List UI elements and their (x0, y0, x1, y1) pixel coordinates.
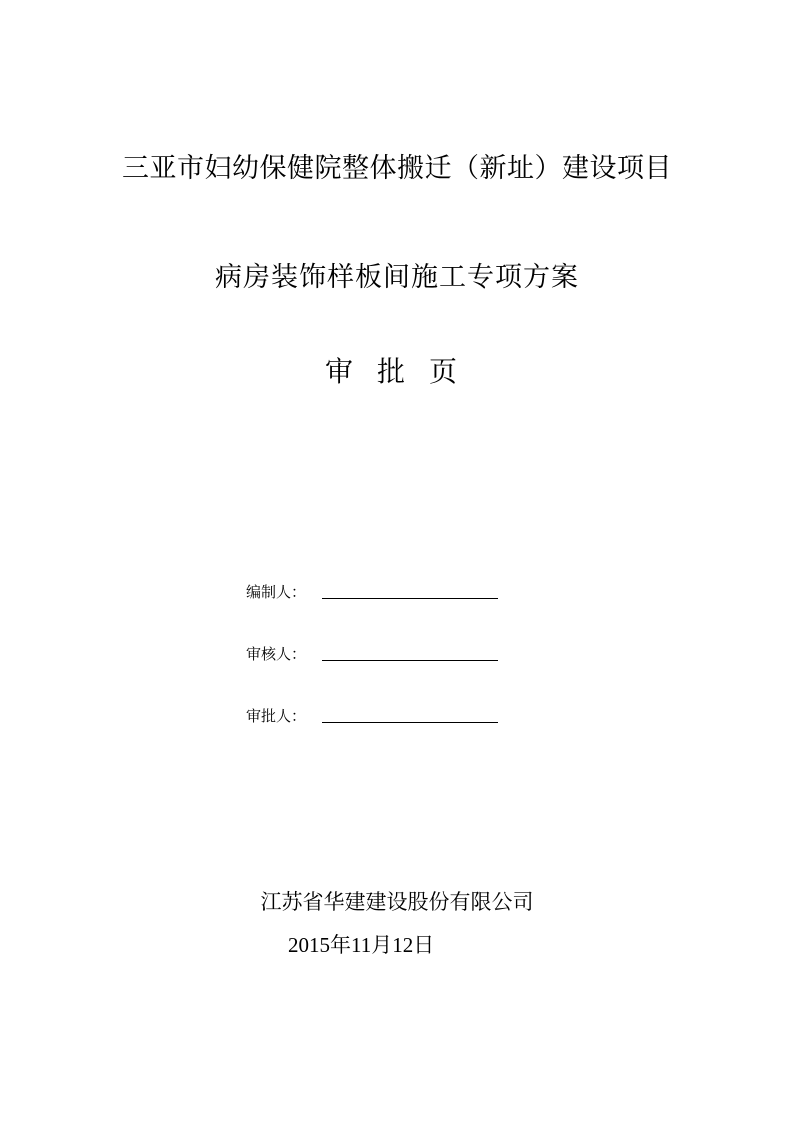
plan-title: 病房装饰样板间施工专项方案 (215, 262, 579, 293)
document-date: 2015年11月12日 (288, 933, 435, 957)
preparer-label: 编制人： (246, 583, 307, 601)
preparer-signature-row (246, 578, 498, 602)
approver-signature-row (246, 702, 498, 726)
reviewer-signature-row (246, 640, 498, 664)
approver-label: 审批人： (246, 707, 307, 725)
project-title: 三亚市妇幼保健院整体搬迁（新址）建设项目 (122, 153, 672, 184)
approver-signature-line (322, 704, 498, 723)
reviewer-label: 审核人： (246, 645, 307, 663)
approval-page-title: 审批页 (324, 355, 481, 388)
reviewer-signature-line (322, 642, 498, 661)
company-name: 江苏省华建建设股份有限公司 (260, 890, 534, 914)
preparer-signature-line (322, 580, 498, 599)
